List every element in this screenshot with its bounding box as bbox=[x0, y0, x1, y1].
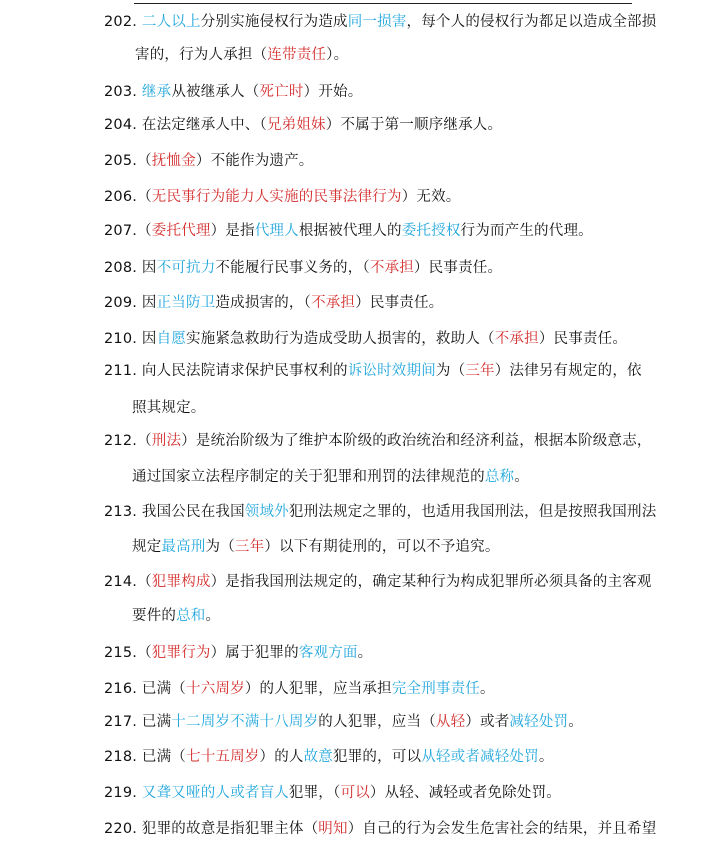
text-segment: 实施紧急救助行为造成受助人损害的，救助人（ bbox=[186, 331, 495, 347]
text-segment: 208. 因 bbox=[104, 260, 157, 276]
text-line bbox=[132, 465, 529, 486]
text-segment: ）。 bbox=[326, 47, 349, 63]
text-segment: 通过国家立法程序制定的关于犯罪和刑罚的法律规范的 bbox=[132, 469, 485, 485]
text-line bbox=[104, 745, 554, 766]
text-segment: ）自己的行为会发生危害社会的结果，并且希望 bbox=[347, 821, 657, 837]
text-line bbox=[104, 570, 652, 591]
text-line bbox=[104, 641, 372, 662]
answer-highlight: 不承担 bbox=[311, 295, 356, 311]
text-segment: ）的人犯罪，应当承担 bbox=[244, 681, 392, 697]
text-segment: ）法律另有规定的，依 bbox=[494, 363, 642, 379]
text-line bbox=[104, 817, 656, 838]
keyword-highlight: 诉讼时效期间 bbox=[347, 363, 436, 379]
text-segment: 犯刑法规定之罪的，也适用我国刑法，但是按照我国刑法 bbox=[288, 504, 657, 520]
keyword-highlight: 客观方面 bbox=[298, 645, 358, 661]
text-segment: ）开始。 bbox=[303, 84, 363, 100]
text-line bbox=[104, 710, 583, 731]
text-line bbox=[104, 291, 443, 312]
text-segment: 213. 我国公民在我国 bbox=[104, 504, 245, 520]
text-segment: 为（ bbox=[435, 363, 466, 379]
answer-highlight: 从轻 bbox=[435, 714, 466, 730]
text-segment: ）是统治阶级为了维护本阶级的政治统治和经济利益，根据本阶级意志， bbox=[181, 433, 652, 449]
text-segment: 行为而产生的代理。 bbox=[460, 223, 593, 239]
top-rule bbox=[134, 3, 632, 4]
text-segment: 。 bbox=[357, 645, 373, 661]
keyword-highlight: 最高刑 bbox=[161, 539, 206, 555]
text-segment: ）从轻、减轻或者免除处罚。 bbox=[369, 785, 561, 801]
text-line bbox=[104, 429, 652, 450]
text-segment: 要件的 bbox=[132, 608, 177, 624]
text-segment: 。 bbox=[514, 469, 529, 485]
keyword-highlight: 正当防卫 bbox=[156, 295, 216, 311]
text-segment: 。 bbox=[480, 681, 495, 697]
text-segment: ）不能作为遗产。 bbox=[195, 153, 314, 169]
keyword-highlight: 代理人 bbox=[254, 223, 299, 239]
text-segment: 212.（ bbox=[104, 433, 152, 449]
text-segment: ）或者 bbox=[465, 714, 510, 730]
text-segment: 205.（ bbox=[104, 153, 152, 169]
keyword-highlight: 总称 bbox=[484, 469, 515, 485]
text-segment: 202. bbox=[104, 14, 142, 30]
keyword-highlight: 减轻处罚 bbox=[509, 714, 569, 730]
keyword-highlight: 领域外 bbox=[244, 504, 289, 520]
text-segment: 。 bbox=[205, 608, 221, 624]
text-segment: ）以下有期徒刑的，可以不予追究。 bbox=[264, 539, 500, 555]
answer-highlight: 兄弟姐妹 bbox=[266, 117, 326, 133]
text-segment: ）民事责任。 bbox=[413, 260, 503, 276]
answer-highlight: 不承担 bbox=[369, 260, 414, 276]
text-segment: 215.（ bbox=[104, 645, 152, 661]
answer-highlight: 抚恤金 bbox=[151, 153, 196, 169]
answer-highlight: 刑法 bbox=[151, 433, 182, 449]
text-segment: 218. 已满（ bbox=[104, 749, 186, 765]
text-segment: 209. 因 bbox=[104, 295, 157, 311]
text-segment: ）民事责任。 bbox=[538, 331, 628, 347]
text-segment: 犯罪，（ bbox=[288, 785, 341, 801]
text-line bbox=[104, 185, 461, 206]
keyword-highlight: 总和 bbox=[176, 608, 206, 624]
text-line bbox=[104, 677, 495, 698]
answer-highlight: 犯罪构成 bbox=[151, 574, 211, 590]
text-segment: ）不属于第一顺序继承人。 bbox=[325, 117, 503, 133]
text-segment: 根据被代理人的 bbox=[298, 223, 402, 239]
text-segment: 。 bbox=[538, 749, 554, 765]
text-segment: 220. 犯罪的故意是指犯罪主体（ bbox=[104, 821, 319, 837]
text-segment: 217. 已满 bbox=[104, 714, 172, 730]
text-line bbox=[132, 604, 220, 625]
text-line bbox=[104, 359, 642, 380]
text-line bbox=[104, 80, 362, 101]
keyword-highlight: 从轻或者减轻处罚 bbox=[421, 749, 539, 765]
text-line bbox=[132, 396, 206, 417]
answer-highlight: 三年 bbox=[465, 363, 495, 379]
keyword-highlight: 自愿 bbox=[156, 331, 187, 347]
answer-highlight: 死亡时 bbox=[259, 84, 304, 100]
text-line bbox=[132, 535, 500, 556]
text-line bbox=[104, 149, 314, 170]
answer-highlight: 连带责任 bbox=[267, 47, 327, 63]
keyword-highlight: 不可抗力 bbox=[156, 260, 216, 276]
answer-highlight: 十六周岁 bbox=[186, 681, 245, 697]
keyword-highlight: 又聋又哑的人或者盲人 bbox=[141, 785, 289, 801]
text-line bbox=[104, 219, 593, 240]
keyword-highlight: 同一损害 bbox=[347, 14, 407, 30]
answer-highlight: 明知 bbox=[318, 821, 348, 837]
text-segment: 219. bbox=[104, 785, 142, 801]
text-line bbox=[104, 113, 502, 134]
answer-highlight: 不承担 bbox=[494, 331, 539, 347]
text-segment: 204. 在法定继承人中、（ bbox=[104, 117, 267, 133]
text-segment: 害的，行为人承担（ bbox=[135, 47, 268, 63]
text-segment: 211. 向人民法院请求保护民事权利的 bbox=[104, 363, 348, 379]
text-segment: 206.（ bbox=[104, 189, 152, 205]
text-segment: 犯罪的，可以 bbox=[333, 749, 422, 765]
answer-highlight: 七十五周岁 bbox=[186, 749, 260, 765]
keyword-highlight: 二人以上 bbox=[141, 14, 201, 30]
text-segment: 207.（ bbox=[104, 223, 152, 239]
text-line bbox=[104, 10, 656, 31]
text-line bbox=[104, 781, 561, 802]
text-segment: ）无效。 bbox=[401, 189, 461, 205]
text-segment: 203. bbox=[104, 84, 142, 100]
keyword-highlight: 故意 bbox=[303, 749, 334, 765]
text-segment: 为（ bbox=[205, 539, 235, 555]
text-segment: ）是指 bbox=[210, 223, 255, 239]
answer-highlight: 无民事行为能力人实施的民事法律行为 bbox=[151, 189, 402, 205]
answer-highlight: 可以 bbox=[340, 785, 370, 801]
keyword-highlight: 完全刑事责任 bbox=[391, 681, 481, 697]
keyword-highlight: 委托授权 bbox=[401, 223, 461, 239]
text-line bbox=[104, 327, 627, 348]
text-segment: 规定 bbox=[132, 539, 162, 555]
text-segment: 216. 已满（ bbox=[104, 681, 186, 697]
keyword-highlight: 继承 bbox=[141, 84, 172, 100]
text-segment: 造成损害的，（ bbox=[215, 295, 312, 311]
text-segment: 214.（ bbox=[104, 574, 152, 590]
answer-highlight: 三年 bbox=[234, 539, 265, 555]
text-line bbox=[104, 256, 502, 277]
text-line bbox=[104, 500, 656, 521]
text-segment: ）属于犯罪的 bbox=[210, 645, 299, 661]
text-segment: 。 bbox=[568, 714, 583, 730]
text-segment: 分别实施侵权行为造成 bbox=[200, 14, 348, 30]
text-segment: 从被继承人（ bbox=[171, 84, 260, 100]
text-segment: ）是指我国刑法规定的，确定某种行为构成犯罪所必须具备的主客观 bbox=[210, 574, 652, 590]
keyword-highlight: 十二周岁不满十八周岁 bbox=[171, 714, 319, 730]
answer-highlight: 委托代理 bbox=[151, 223, 211, 239]
text-segment: 的人犯罪，应当（ bbox=[318, 714, 436, 730]
text-segment: 210. 因 bbox=[104, 331, 157, 347]
text-segment: ）的人 bbox=[259, 749, 304, 765]
text-segment: 不能履行民事义务的，（ bbox=[215, 260, 370, 276]
text-line bbox=[135, 43, 348, 64]
text-segment: ）民事责任。 bbox=[355, 295, 444, 311]
text-segment: ，每个人的侵权行为都足以造成全部损 bbox=[406, 14, 657, 30]
answer-highlight: 犯罪行为 bbox=[151, 645, 211, 661]
text-segment: 照其规定。 bbox=[132, 400, 206, 416]
